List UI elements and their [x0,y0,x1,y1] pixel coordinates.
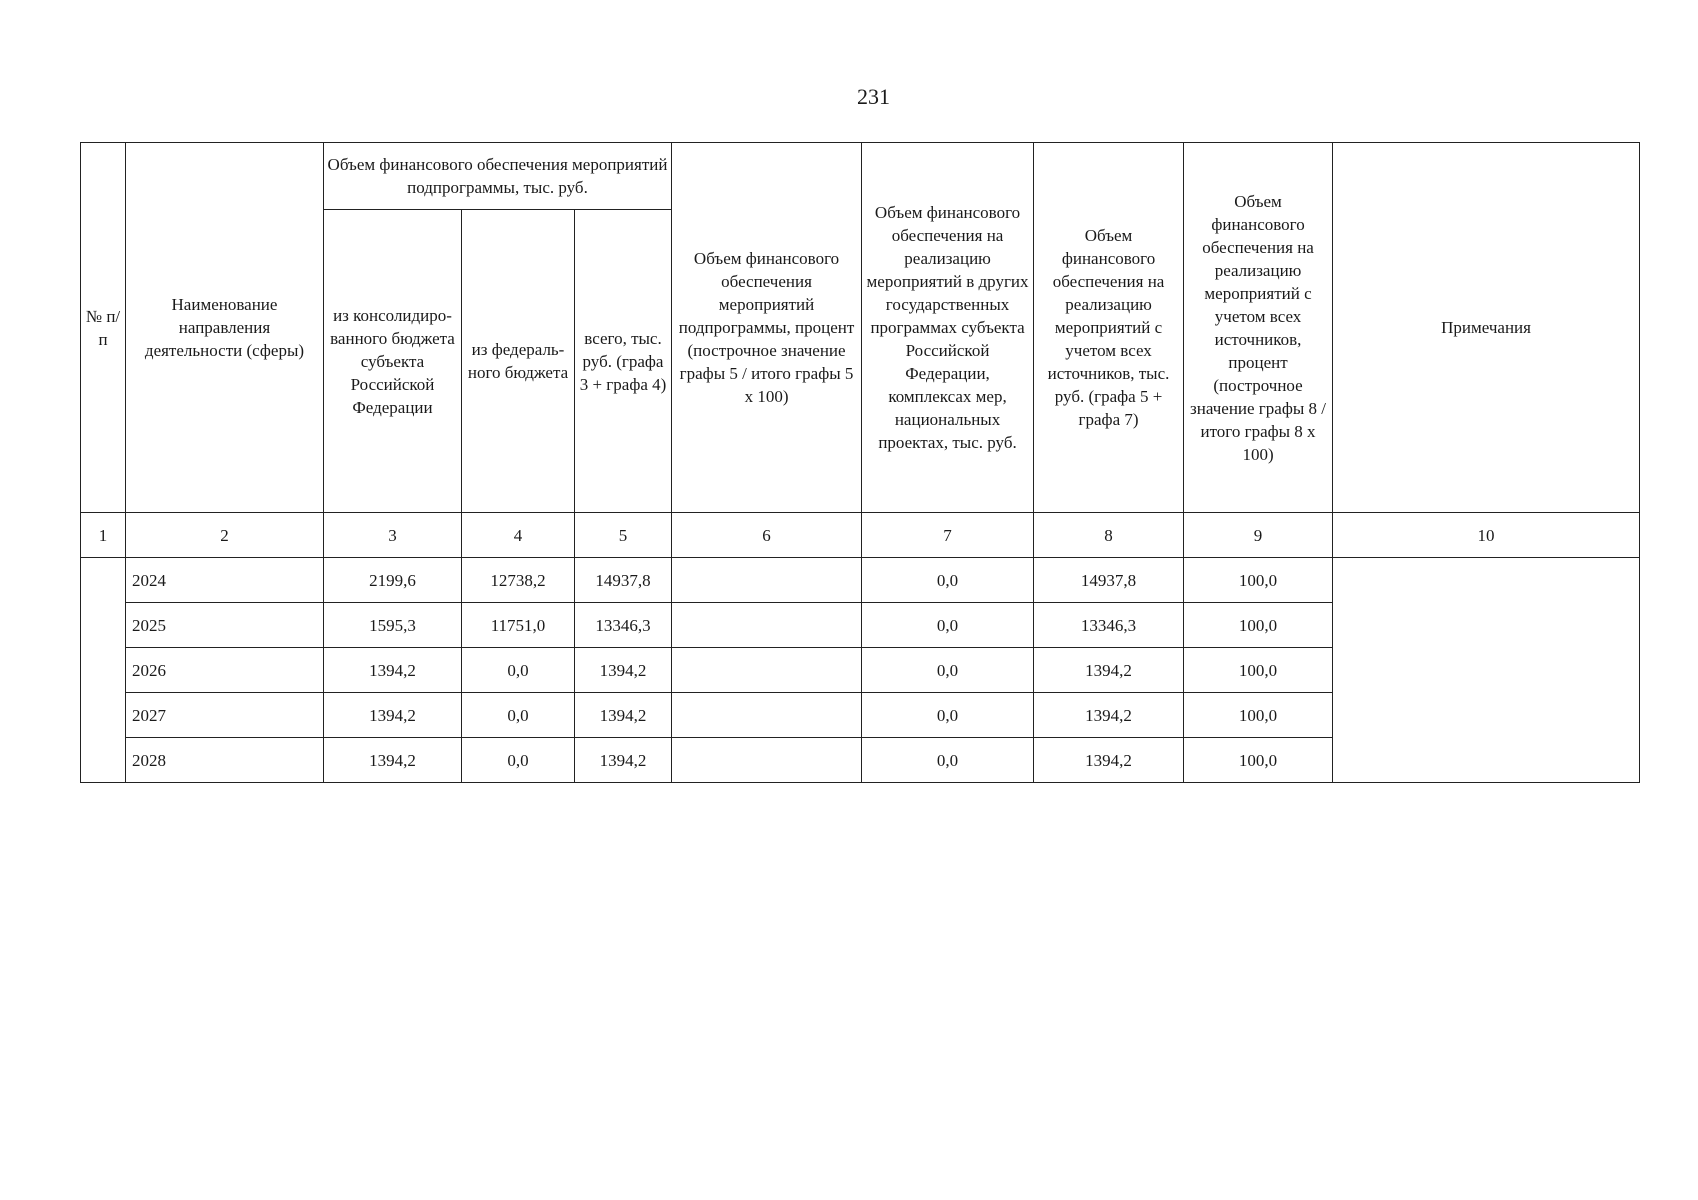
all-sources-cell: 1394,2 [1034,738,1184,783]
federal-budget-cell: 11751,0 [462,603,575,648]
federal-budget-cell: 12738,2 [462,558,575,603]
financing-table [80,142,1640,783]
other-programs-cell: 0,0 [862,558,1034,603]
total-cell: 13346,3 [575,603,672,648]
column-number: 7 [862,513,1034,558]
consolidated-budget-cell: 1394,2 [324,648,462,693]
all-sources-percent-cell: 100,0 [1184,648,1333,693]
column-number: 4 [462,513,575,558]
notes-cell [1333,558,1640,783]
header-other-programs-financing: Объем финансового обеспечения на реализацию мероприятий в других государственных программах субъекта Российской Федерации, комплексах мер, национальных проектах, тыс. руб. [862,143,1034,513]
column-number: 9 [1184,513,1333,558]
total-cell: 1394,2 [575,738,672,783]
subprogram-percent-cell [672,603,862,648]
all-sources-cell: 14937,8 [1034,558,1184,603]
all-sources-percent-cell: 100,0 [1184,738,1333,783]
other-programs-cell: 0,0 [862,648,1034,693]
column-number: 3 [324,513,462,558]
year-cell: 2024 [126,558,324,603]
all-sources-cell: 1394,2 [1034,648,1184,693]
header-notes: Примечания [1333,143,1640,513]
year-cell: 2025 [126,603,324,648]
subprogram-percent-cell [672,693,862,738]
column-number: 2 [126,513,324,558]
consolidated-budget-cell: 1394,2 [324,693,462,738]
column-number: 8 [1034,513,1184,558]
header-consolidated-budget: из консолидиро-ванного бюджета субъекта Российской Федерации [324,210,462,513]
column-number: 10 [1333,513,1640,558]
header-subprogram-percent: Объем финансового обеспечения мероприятий подпрограммы, процент (построчное значение графы 5 / итого графы 5 х 100) [672,143,862,513]
other-programs-cell: 0,0 [862,693,1034,738]
consolidated-budget-cell: 2199,6 [324,558,462,603]
subprogram-percent-cell [672,648,862,693]
row-number-cell [81,558,126,783]
all-sources-percent-cell: 100,0 [1184,603,1333,648]
column-number: 6 [672,513,862,558]
header-row-number: № п/п [81,143,126,513]
header-total: всего, тыс. руб. (графа 3 + графа 4) [575,210,672,513]
consolidated-budget-cell: 1595,3 [324,603,462,648]
column-number: 5 [575,513,672,558]
other-programs-cell: 0,0 [862,738,1034,783]
header-all-sources-financing: Объем финансового обеспечения на реализацию мероприятий с учетом всех источников, тыс. руб. (графа 5 + графа 7) [1034,143,1184,513]
header-subprogram-financing-group: Объем финансового обеспечения мероприятий подпрограммы, тыс. руб. [324,143,672,210]
federal-budget-cell: 0,0 [462,693,575,738]
subprogram-percent-cell [672,558,862,603]
year-cell: 2028 [126,738,324,783]
page-number: 231 [857,84,890,109]
table-header [81,143,1640,513]
total-cell: 14937,8 [575,558,672,603]
subprogram-percent-cell [672,738,862,783]
federal-budget-cell: 0,0 [462,738,575,783]
all-sources-percent-cell: 100,0 [1184,693,1333,738]
other-programs-cell: 0,0 [862,603,1034,648]
year-cell: 2026 [126,648,324,693]
column-number-row [81,513,1640,558]
all-sources-cell: 13346,3 [1034,603,1184,648]
all-sources-percent-cell: 100,0 [1184,558,1333,603]
header-activity-name: Наименование направления деятельности (сферы) [126,143,324,513]
total-cell: 1394,2 [575,693,672,738]
all-sources-cell: 1394,2 [1034,693,1184,738]
year-cell: 2027 [126,693,324,738]
header-all-sources-percent: Объем финансового обеспечения на реализацию мероприятий с учетом всех источников, процент (построчное значение графы 8 / итого графы 8 х 100) [1184,143,1333,513]
federal-budget-cell: 0,0 [462,648,575,693]
consolidated-budget-cell: 1394,2 [324,738,462,783]
column-number: 1 [81,513,126,558]
table-row [81,558,1640,603]
header-federal-budget: из федераль-ного бюджета [462,210,575,513]
total-cell: 1394,2 [575,648,672,693]
